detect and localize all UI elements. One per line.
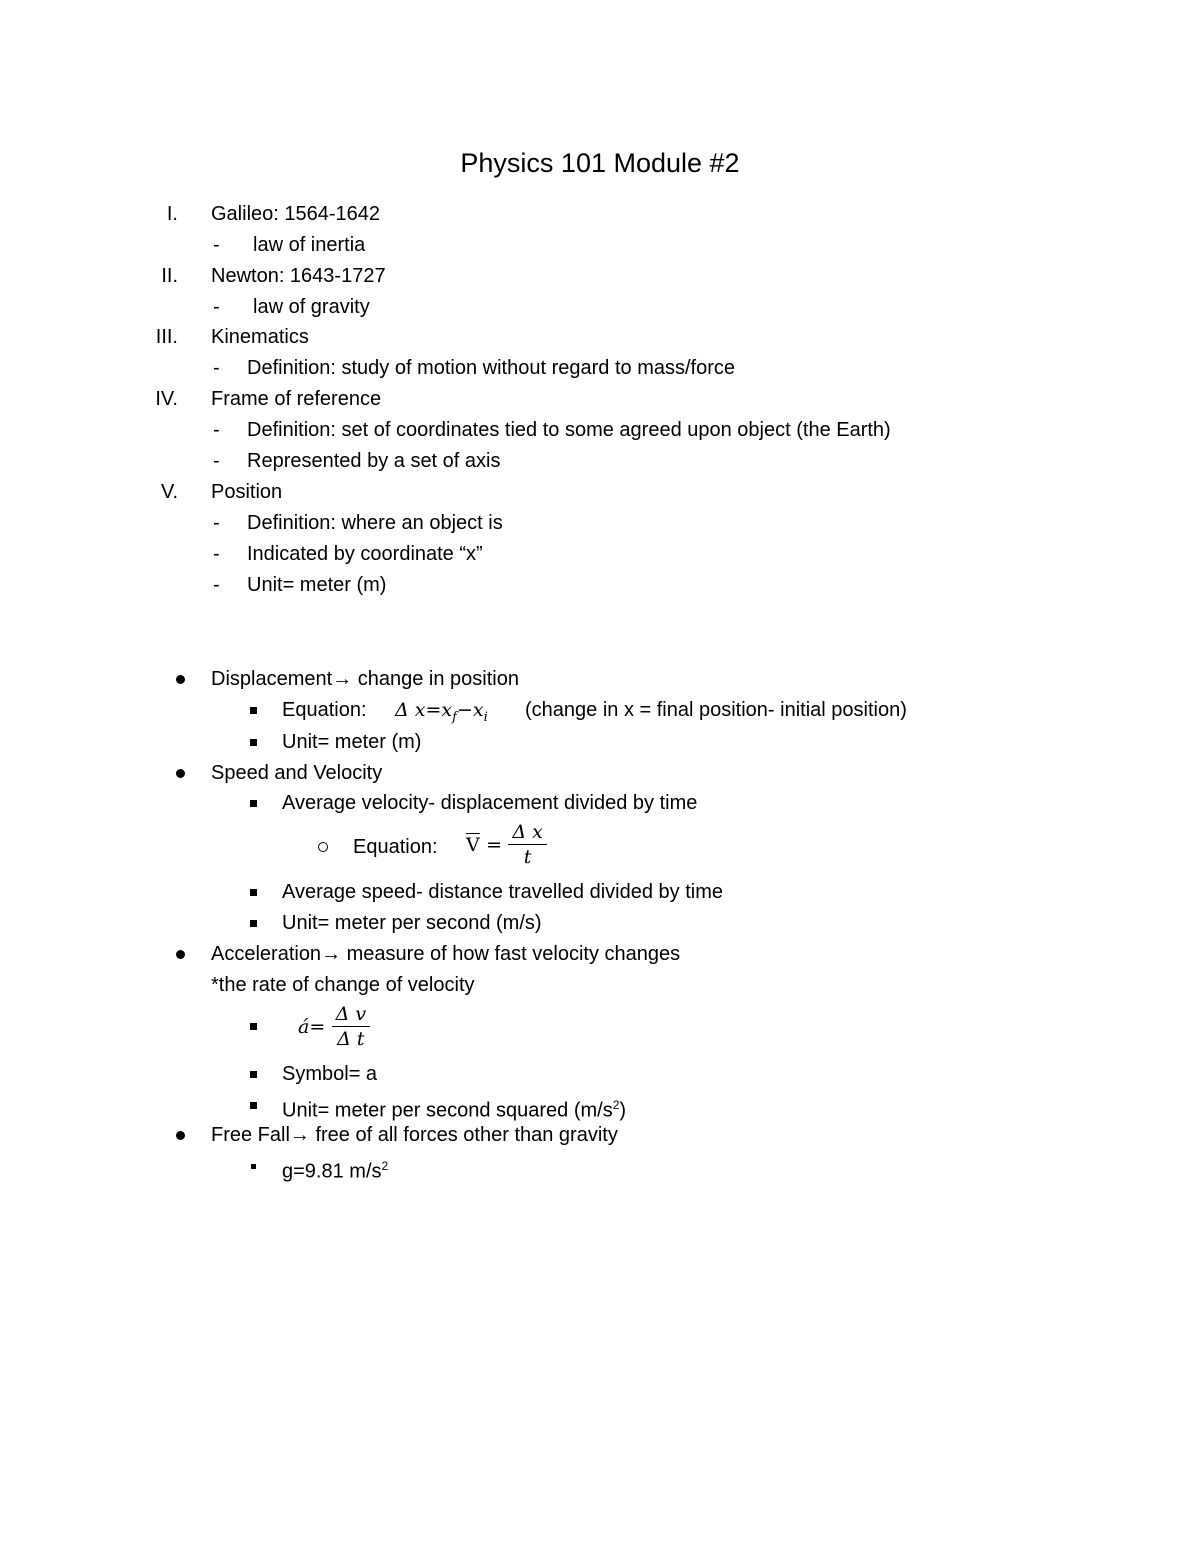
outline-text: Frame of reference	[211, 388, 382, 410]
outline-sub-text: Represented by a set of axis	[247, 450, 501, 472]
bullet-heading: Speed and Velocity	[211, 762, 383, 784]
outline-number: III.	[155, 326, 178, 348]
dash-bullet: -	[213, 512, 220, 534]
outline-number: IV.	[155, 388, 178, 410]
outline-number: II.	[161, 265, 178, 287]
arrow-icon: →	[289, 1124, 310, 1146]
outline-number: I.	[166, 203, 178, 225]
outline-text: Newton: 1643-1727	[211, 265, 386, 287]
sub-bullet-text: Average velocity- displacement divided by time	[282, 792, 698, 814]
gravity-value: g=9.81 m/s	[282, 1160, 382, 1183]
page-title: Physics 101 Module #2	[460, 148, 740, 178]
disc-bullet	[176, 1131, 185, 1140]
arrow-icon: →	[332, 668, 353, 690]
sub-bullet-text	[282, 1152, 388, 1186]
bullet-line	[211, 665, 519, 693]
equation-label: Equation:	[353, 836, 438, 858]
dash-bullet: -	[213, 419, 220, 441]
displacement-formula: Δ $x=x_f-x_i$	[395, 699, 488, 725]
unit-close: )	[619, 1099, 627, 1122]
square-bullet	[250, 920, 257, 927]
dash-bullet: -	[213, 450, 220, 472]
outline-sub-text: law of inertia	[253, 234, 366, 256]
equation-note: (change in x = final position- initial position)	[525, 699, 907, 721]
arrow-icon: →	[321, 943, 342, 965]
dash-bullet: -	[213, 296, 220, 318]
outline-sub-text: Indicated by coordinate “x”	[247, 543, 483, 565]
square-bullet	[250, 707, 257, 714]
term-description: measure of how fast velocity changes	[346, 943, 681, 965]
sub-bullet-text: Average speed- distance travelled divided by time	[282, 881, 723, 903]
velocity-formula: $\overline{V}$ = $\frac{\text{Δ x}}{t}$	[466, 820, 547, 869]
outline-text: Galileo: 1564-1642	[211, 203, 381, 225]
square-bullet	[250, 800, 257, 807]
dash-bullet: -	[213, 234, 220, 256]
term-label: Displacement	[211, 668, 333, 690]
disc-bullet	[176, 950, 185, 959]
unit-text: Unit= meter per second squared (m/s	[282, 1099, 613, 1122]
term-label: Free Fall	[211, 1124, 290, 1146]
outline-sub-text: Definition: where an object is	[247, 512, 503, 534]
bullet-line	[211, 1121, 618, 1149]
sub-bullet-text: Symbol= a	[282, 1063, 378, 1085]
note-text: *the rate of change of velocity	[211, 974, 475, 996]
equation-label: Equation:	[282, 699, 367, 721]
disc-bullet	[176, 769, 185, 778]
dash-bullet: -	[213, 543, 220, 565]
square-bullet	[250, 889, 257, 896]
outline-text: Kinematics	[211, 326, 309, 348]
term-description: change in position	[357, 668, 519, 690]
sub-bullet-text: Unit= meter per second (m/s)	[282, 912, 542, 934]
square-bullet	[251, 1164, 256, 1169]
square-bullet	[250, 1071, 257, 1078]
sub-bullet-text: Unit= meter (m)	[282, 731, 422, 753]
acceleration-formula: á= $\frac{\text{Δ v}}{\text{Δ t}}$	[298, 1002, 370, 1051]
square-bullet	[250, 1023, 257, 1030]
unit-exponent: 2	[612, 1098, 620, 1112]
bullet-line	[211, 940, 680, 968]
square-bullet	[250, 1102, 257, 1109]
circle-bullet	[318, 842, 328, 852]
outline-number: V.	[160, 481, 178, 503]
square-bullet	[250, 739, 257, 746]
outline-text: Position	[211, 481, 283, 503]
outline-sub-text: Definition: set of coordinates tied to some agreed upon object (the Earth)	[247, 419, 891, 441]
outline-sub-text: Unit= meter (m)	[247, 574, 387, 596]
term-description: free of all forces other than gravity	[315, 1124, 618, 1146]
disc-bullet	[176, 675, 185, 684]
outline-sub-text: Definition: study of motion without regard to mass/force	[247, 357, 736, 379]
term-label: Acceleration	[211, 943, 322, 965]
gravity-exponent: 2	[381, 1159, 389, 1173]
outline-sub-text: law of gravity	[253, 296, 370, 318]
sub-bullet-text	[282, 1091, 626, 1125]
dash-bullet: -	[213, 574, 220, 596]
dash-bullet: -	[213, 357, 220, 379]
